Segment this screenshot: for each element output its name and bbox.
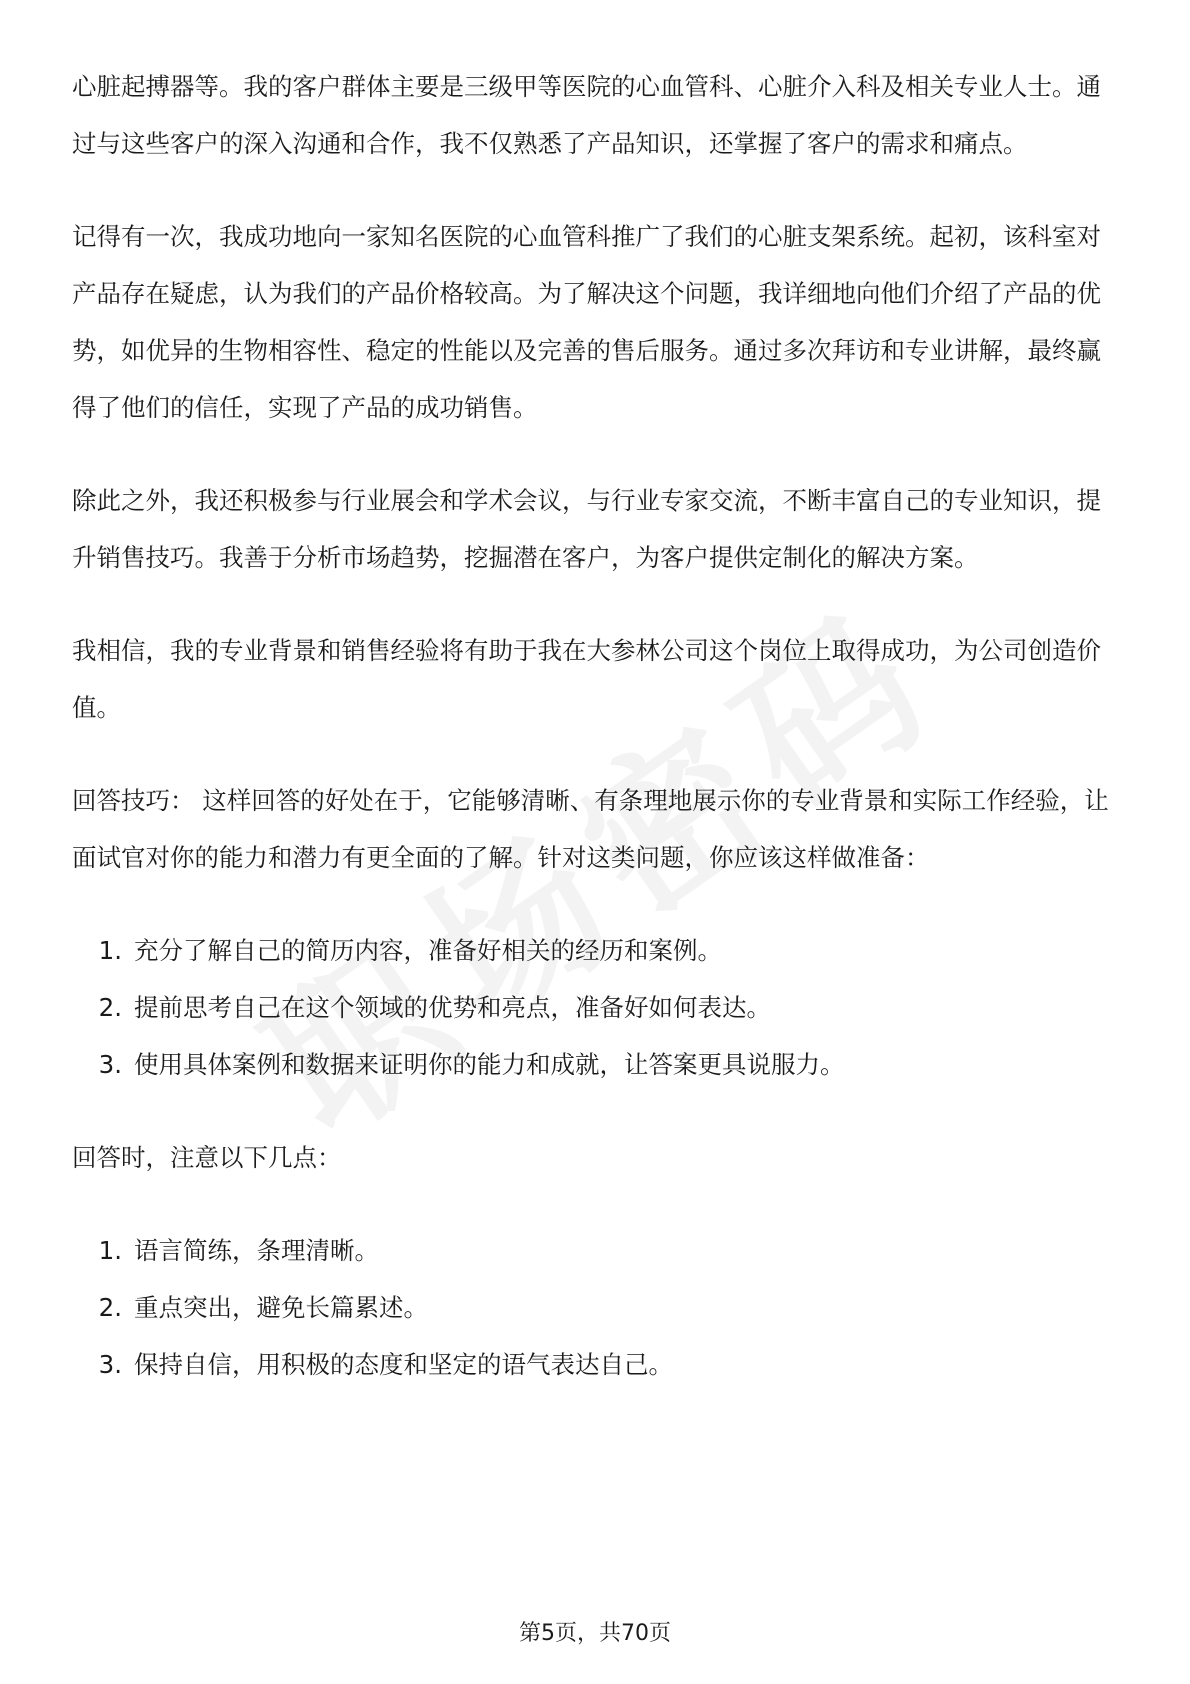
list-item-number: 3. [98, 1050, 122, 1079]
list-item [72, 1336, 1122, 1393]
paragraph-answer-tips: 回答技巧： 这样回答的好处在于，它能够清晰、有条理地展示你的专业背景和实际工作经验，让面试官对你的能力和潜力有更全面的了解。针对这类问题，你应该这样做准备： [72, 786, 1109, 872]
list-item-number: 2. [98, 993, 122, 1022]
list-item-number: 1. [98, 1236, 122, 1265]
list-item-text: 使用具体案例和数据来证明你的能力和成就，让答案更具说服力。 [134, 1050, 845, 1079]
list-item-number: 1. [98, 936, 122, 965]
notes-list [72, 1222, 1122, 1393]
list-item [72, 1222, 1122, 1279]
paragraph-success-story: 记得有一次，我成功地向一家知名医院的心血管科推广了我们的心脏支架系统。起初，该科室对产品存在疑虑，认为我们的产品价格较高。为了解决这个问题，我详细地向他们介绍了产品的优势，如优异的生物相容性、稳定的性能以及完善的售后服务。通过多次拜访和专业讲解，最终赢得了他们的信任，实现了产品的成功销售。 [72, 222, 1101, 422]
list-item-text: 重点突出，避免长篇累述。 [134, 1293, 428, 1322]
list-item-text: 充分了解自己的简历内容，准备好相关的经历和案例。 [134, 936, 722, 965]
preparation-list [72, 922, 1122, 1093]
list-item-text: 语言简练，条理清晰。 [134, 1236, 379, 1265]
paragraph-experience: 心脏起搏器等。我的客户群体主要是三级甲等医院的心血管科、心脏介入科及相关专业人士。通过与这些客户的深入沟通和合作，我不仅熟悉了产品知识，还掌握了客户的需求和痛点。 [72, 72, 1101, 158]
list-item-text: 保持自信，用积极的态度和坚定的语气表达自己。 [134, 1350, 673, 1379]
document-body [72, 58, 1122, 1429]
paragraph-conclusion: 我相信，我的专业背景和销售经验将有助于我在大参林公司这个岗位上取得成功，为公司创造价值。 [72, 636, 1101, 722]
list-item-text: 提前思考自己在这个领域的优势和亮点，准备好如何表达。 [134, 993, 771, 1022]
list-item [72, 922, 1122, 979]
list-item [72, 1279, 1122, 1336]
list-item [72, 1036, 1122, 1093]
paragraph-answer-notes: 回答时，注意以下几点： [72, 1143, 342, 1172]
paragraph-additional: 除此之外，我还积极参与行业展会和学术会议，与行业专家交流，不断丰富自己的专业知识，提升销售技巧。我善于分析市场趋势，挖掘潜在客户，为客户提供定制化的解决方案。 [72, 486, 1101, 572]
list-item-number: 2. [98, 1293, 122, 1322]
list-item-number: 3. [98, 1350, 122, 1379]
list-item [72, 979, 1122, 1036]
page-number-footer: 第5页，共70页 [519, 1621, 671, 1646]
